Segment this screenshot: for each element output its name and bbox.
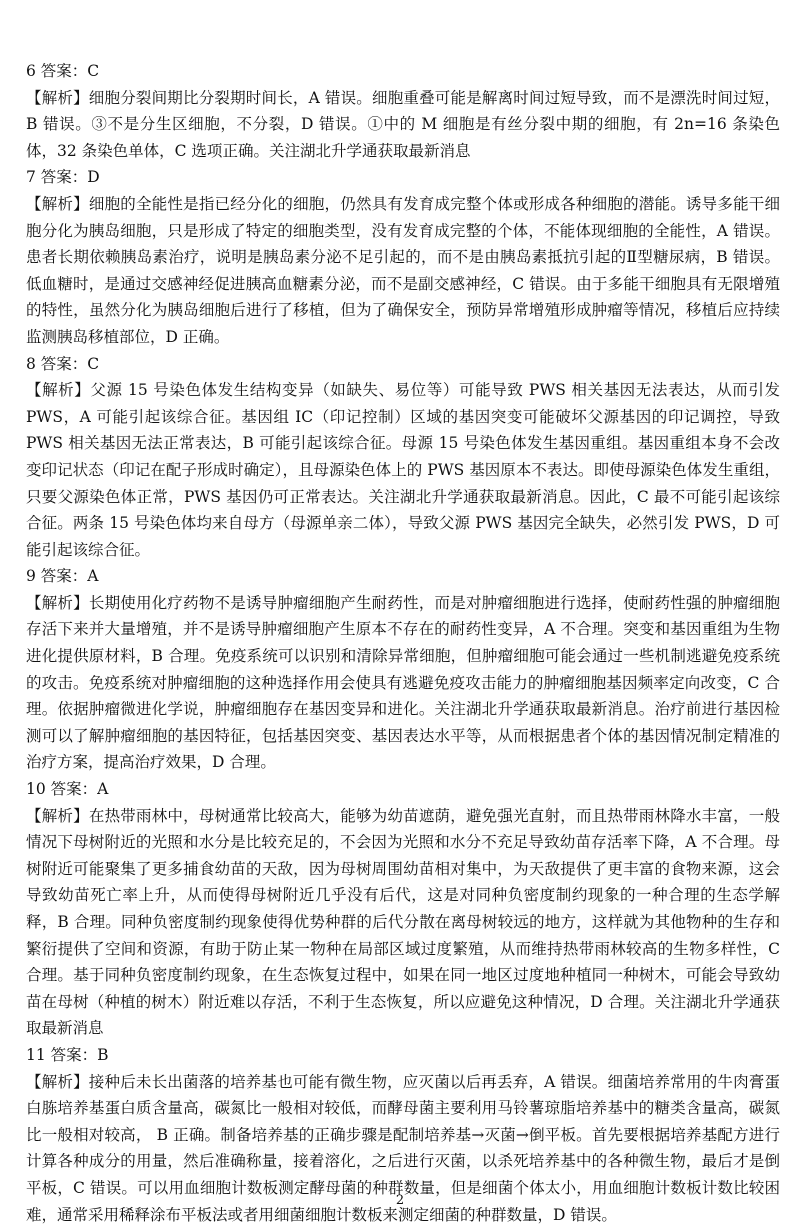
question-10 [26,776,780,1042]
explanation-paragraph: 【解析】长期使用化疗药物不是诱导肿瘤细胞产生耐药性，而是对肿瘤细胞进行选择，使耐药性强的肿瘤细胞存活下来并大量增殖，并不是诱导肿瘤细胞产生原本不存在的耐药性变异，A 不合理。突变和基因重组为生物进化提供原材料，B 合理。免疫系统可以识别和清除异常细胞，但肿瘤细胞可能会通过一些机制逃避免疫系统的攻击。免疫系统对肿瘤细胞的这种选择作用会使具有逃避免疫攻击能力的肿瘤细胞基因频率定向改变，C 合理。依据肿瘤微进化学说，肿瘤细胞存在基因变异和进化。关注湖北升学通获取最新消息。治疗前进行基因检测可以了解肿瘤细胞的基因特征，包括基因突变、基因表达水平等，从而根据患者个体的基因情况制定精准的治疗方案，提高治疗效果，D 合理。 [26,593,780,772]
answer-line: 8 答案：C [26,354,100,373]
explanation-paragraph: 【解析】父源 15 号染色体发生结构变异（如缺失、易位等）可能导致 PWS 相关基因无法表达，从而引发 PWS，A 可能引起该综合征。基因组 IC（印记控制）区域的基因突变可能破坏父源基因的印记调控，导致 PWS 相关基因无法正常表达，B 可能引起该综合征。母源 15 号染色体发生基因重组。基因重组本身不会改变印记状态（印记在配子形成时确定），且母源染色体上的 PWS 基因原本不表达。即使母源染色体发生重组，只要父源染色体正常，PWS 基因仍可正常表达。关注湖北升学通获取最新消息。因此，C 最不可能引起该综合征。两条 15 号染色体均来自母方（母源单亲二体），导致父源 PWS 基因完全缺失，必然引发 PWS，D 可能引起该综合征。 [26,381,780,559]
answer-line: 11 答案：B [26,1045,109,1064]
question-8 [26,351,780,564]
explanation-paragraph: 【解析】接种后未长出菌落的培养基也可能有微生物，应灭菌以后再丢弃，A 错误。细菌培养常用的牛肉膏蛋白胨培养基蛋白质含量高，碳氮比一般相对较低，而酵母菌主要利用马铃薯琼脂培养基中的糖类含量高，碳氮比一般相对较高， B 正确。制备培养基的正确步骤是配制培养基→灭菌→倒平板。首先要根据培养基配方进行计算各种成分的用量，然后准确称量，接着溶化，之后进行灭菌，以杀死培养基中的各种微生物，最后才是倒平板，C 错误。可以用血细胞计数板测定酵母菌的种群数量，但是细菌个体太小，用血细胞计数板计数比较困难，通常采用稀释涂布平板法或者用细菌细胞计数板来测定细菌的种群数量，D 错误。 [26,1072,780,1224]
question-9 [26,563,780,776]
explanation-paragraph: 【解析】细胞的全能性是指已经分化的细胞，仍然具有发育成完整个体或形成各种细胞的潜能。诱导多能干细胞分化为胰岛细胞，只是形成了特定的细胞类型，没有发育成完整的个体，不能体现细胞的全能性，A 错误。患者长期依赖胰岛素治疗，说明是胰岛素分泌不足引起的，而不是由胰岛素抵抗引起的Ⅱ型糖尿病，B 错误。低血糖时，是通过交感神经促进胰高血糖素分泌，而不是副交感神经，C 错误。由于多能干细胞具有无限增殖的特性，虽然分化为胰岛细胞后进行了移植，但为了确保安全，预防异常增殖形成肿瘤等情况，移植后应持续监测胰岛移植部位，D 正确。 [26,194,780,346]
explanation-paragraph: 【解析】细胞分裂间期比分裂期时间长，A 错误。细胞重叠可能是解离时间过短导致，而不是漂洗时间过短，B 错误。③不是分生区细胞，不分裂，D 错误。①中的 M 细胞是有丝分裂中期的细胞，有 2n=16 条染色体，32 条染色单体，C 选项正确。关注湖北升学通获取最新消息 [26,88,780,160]
answer-line: 7 答案：D [26,168,100,187]
answer-line: 9 答案：A [26,567,99,586]
answer-line: 6 答案：C [26,62,100,80]
question-6 [26,58,780,164]
question-7 [26,164,780,350]
document-body [26,58,780,1228]
page-number: 2 [395,1193,405,1208]
answer-line: 10 答案：A [26,780,109,799]
explanation-paragraph: 【解析】在热带雨林中，母树通常比较高大，能够为幼苗遮荫，避免强光直射，而且热带雨林降水丰富，一般情况下母树附近的光照和水分是比较充足的，不会因为光照和水分不充足导致幼苗存活率下降，A 不合理。母树附近可能聚集了更多捕食幼苗的天敌，因为母树周围幼苗相对集中，为天敌提供了更丰富的食物来源，这会导致幼苗死亡率上升，从而使得母树附近几乎没有后代，这是对同种负密度制约现象的一种合理的生态学解释，B 合理。同种负密度制约现象使得优势种群的后代分散在离母树较远的地方，这样就为其他物种的生存和繁衍提供了空间和资源，有助于防止某一物种在局部区域过度繁殖，从而维持热带雨林较高的生物多样性，C 合理。基于同种负密度制约现象，在生态恢复过程中，如果在同一地区过度地种植同一种树木，可能会导致幼苗在母树（种植的树木）附近难以存活，不利于生态恢复，所以应避免这种情况，D 合理。关注湖北升学通获取最新消息 [26,806,780,1038]
